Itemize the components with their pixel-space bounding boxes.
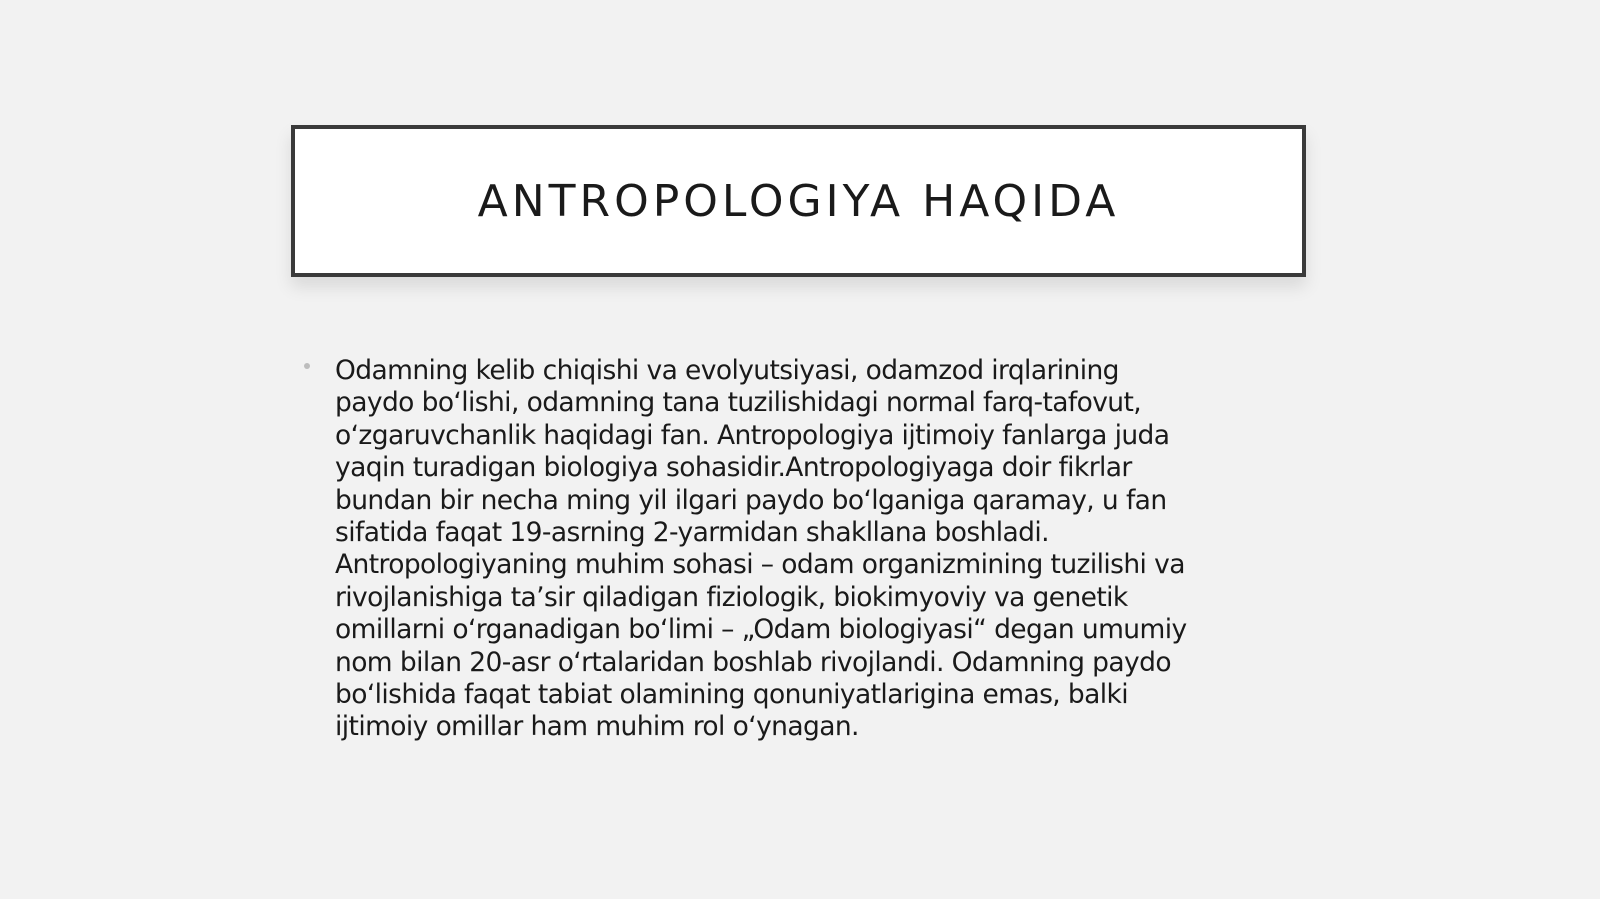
body-line: omillarni oʻrganadigan boʻlimi – „Odam biologiyasi“ degan umumiy [335, 614, 1187, 646]
body-line: yaqin turadigan biologiya sohasidir.Antropologiyaga doir fikrlar [335, 452, 1132, 484]
body-paragraph [335, 355, 1300, 744]
body-line: oʻzgaruvchanlik haqidagi fan. Antropologiya ijtimoiy fanlarga juda [335, 419, 1170, 451]
bullet-dot-icon [304, 363, 310, 369]
body-line: Odamning kelib chiqishi va evolyutsiyasi, odamzod irqlarining [335, 355, 1119, 386]
body-line: paydo boʻlishi, odamning tana tuzilishidagi normal farq-tafovut, [335, 387, 1142, 419]
title-box [291, 125, 1306, 277]
body-area [300, 355, 1300, 744]
body-line: ijtimoiy omillar ham muhim rol oʻynagan. [335, 711, 859, 743]
body-line: boʻlishida faqat tabiat olamining qonuniyatlarigina emas, balki [335, 679, 1129, 711]
body-line: rivojlanishiga taʼsir qiladigan fiziologik, biokimyoviy va genetik [335, 581, 1128, 613]
slide-title: ANTROPOLOGIYA HAQIDA [477, 175, 1120, 227]
body-line: bundan bir necha ming yil ilgari paydo boʻlganiga qaramay, u fan [335, 484, 1167, 516]
body-line: nom bilan 20-asr oʻrtalaridan boshlab rivojlandi. Odamning paydo [335, 646, 1171, 678]
body-line: Antropologiyaning muhim sohasi – odam organizmining tuzilishi va [335, 549, 1185, 581]
body-line: sifatida faqat 19-asrning 2-yarmidan shakllana boshladi. [335, 517, 1049, 549]
